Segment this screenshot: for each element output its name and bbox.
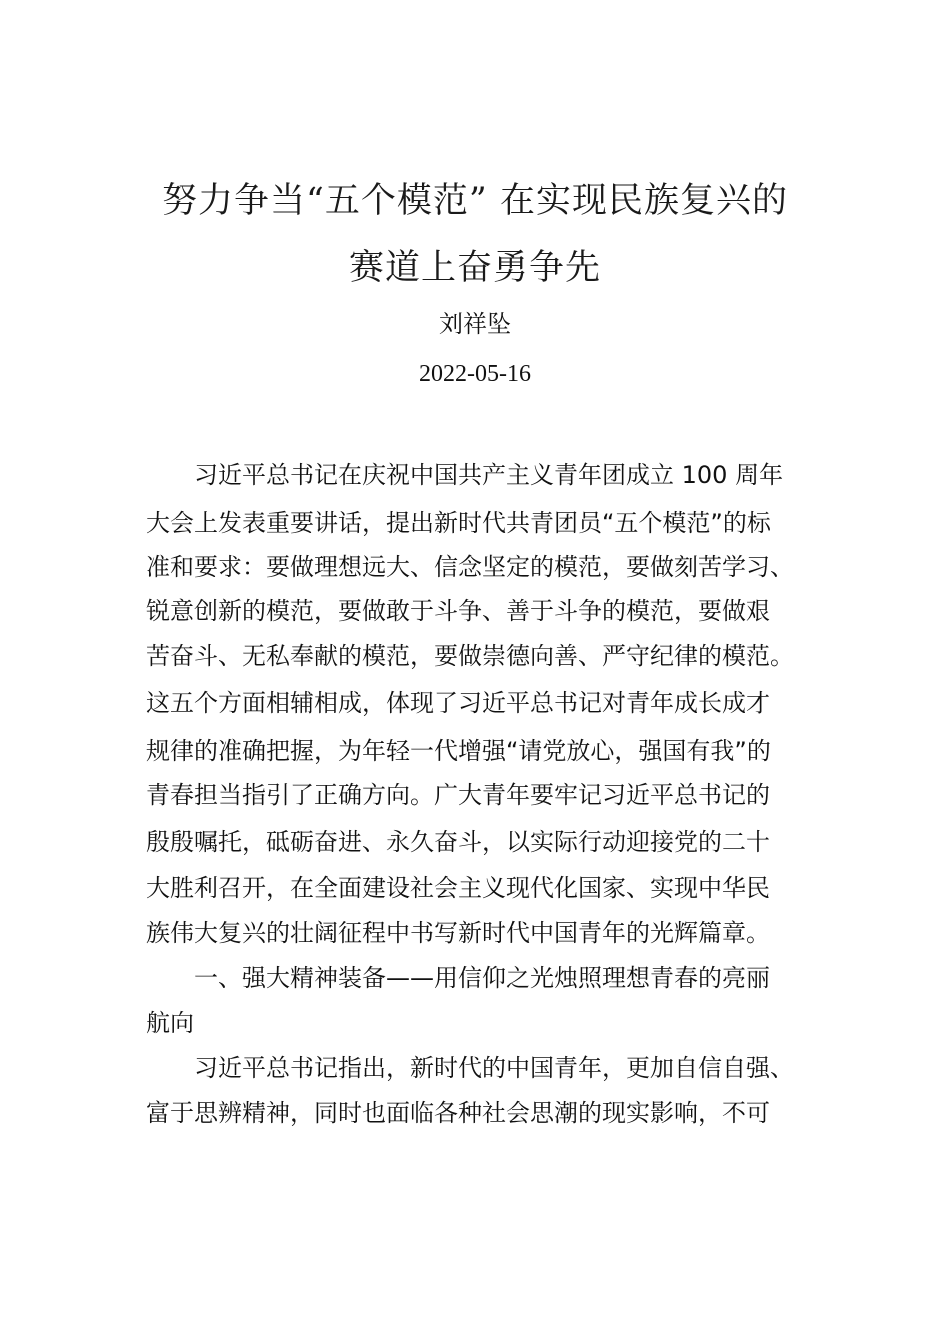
paragraph-line: 苦奋斗、无私奉献的模范，要做崇德向善、严守纪律的模范。: [146, 642, 794, 670]
paragraph-line: 这五个方面相辅相成，体现了习近平总书记对青年成长成才: [146, 689, 770, 717]
paragraph-line: 习近平总书记指出，新时代的中国青年，更加自信自强、: [194, 1054, 794, 1082]
title-line-2: 赛道上奋勇争先: [348, 248, 601, 288]
title-line-1: 努力争当“五个模范” 在实现民族复兴的: [162, 181, 788, 221]
paragraph-line: 大会上发表重要讲话，提出新时代共青团员“五个模范”的标: [146, 509, 771, 537]
paragraph-line: 习近平总书记在庆祝中国共产主义青年团成立 100 周年: [194, 461, 784, 489]
publish-date: 2022-05-16: [419, 361, 531, 387]
paragraph-line: 规律的准确把握，为年轻一代增强“请党放心，强国有我”的: [146, 737, 771, 765]
paragraph-line: 青春担当指引了正确方向。广大青年要牢记习近平总书记的: [146, 781, 770, 809]
paragraph-line: 富于思辨精神，同时也面临各种社会思潮的现实影响，不可: [146, 1099, 770, 1127]
paragraph-line: 锐意创新的模范，要做敢于斗争、善于斗争的模范，要做艰: [146, 597, 770, 625]
author: 刘祥坠: [439, 310, 511, 338]
section-heading-line: 航向: [146, 1009, 194, 1037]
paragraph-line: 准和要求：要做理想远大、信念坚定的模范，要做刻苦学习、: [146, 553, 794, 581]
section-heading-line: 一、强大精神装备——用信仰之光烛照理想青春的亮丽: [194, 964, 770, 992]
paragraph-line: 大胜利召开，在全面建设社会主义现代化国家、实现中华民: [146, 874, 770, 902]
paragraph-line: 族伟大复兴的壮阔征程中书写新时代中国青年的光辉篇章。: [146, 919, 770, 947]
paragraph-line: 殷殷嘱托，砥砺奋进、永久奋斗，以实际行动迎接党的二十: [146, 828, 770, 856]
